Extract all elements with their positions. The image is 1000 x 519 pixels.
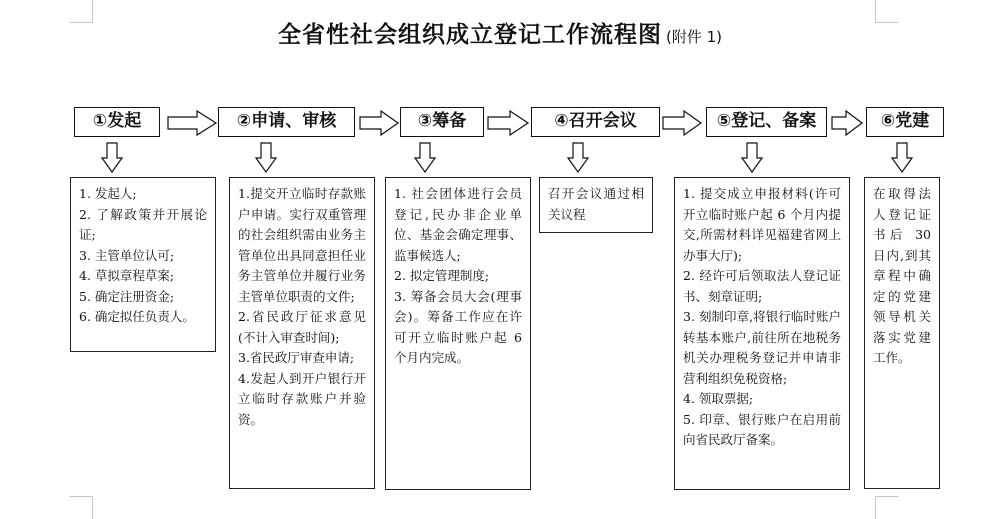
title-row xyxy=(0,16,1000,49)
detail-box-apply-review xyxy=(229,177,375,489)
right-arrow-icon xyxy=(663,111,701,135)
page-corner-mark xyxy=(875,496,898,519)
detail-line: 2. 经许可后领取法人登记证书、刻章证明; xyxy=(683,268,841,304)
detail-line: 2. 拟定管理制度; xyxy=(394,268,490,283)
detail-line: 2.省民政厅征求意见(不计入审查时间); xyxy=(238,309,366,345)
down-arrow-icon xyxy=(256,143,276,172)
detail-line: 3. 筹备会员大会(理事会)。筹备工作应在许可开立临时账户起 6 个月内完成。 xyxy=(394,288,522,365)
down-arrow-icon xyxy=(415,143,435,172)
detail-line: 5. 确定注册资金; xyxy=(79,288,175,304)
right-arrow-icon xyxy=(360,111,398,135)
detail-box-meeting xyxy=(539,177,653,233)
detail-box-initiate xyxy=(70,177,216,352)
detail-line: 1. 发起人; xyxy=(79,186,137,201)
detail-line: 2. 了解政策并开展论证; xyxy=(79,206,207,242)
detail-box-register xyxy=(674,177,850,490)
detail-line: 3.省民政厅审查申请; xyxy=(238,350,355,365)
down-arrow-icon xyxy=(568,143,588,172)
step-box-meeting: ④召开会议 xyxy=(531,107,660,137)
right-arrow-icon xyxy=(488,111,528,135)
down-arrow-icon xyxy=(892,143,912,172)
down-arrow-icon xyxy=(742,143,762,172)
detail-line: 在取得法人登记证书后 30 日内,到其章程中确定的党建领导机关落实党建工作。 xyxy=(873,186,931,365)
page-title: 全省性社会组织成立登记工作流程图 xyxy=(277,22,662,48)
detail-line: 召开会议通过相关议程 xyxy=(548,186,644,222)
detail-line: 1. 社会团体进行会员登记,民办非企业单位、基金会确定理事、监事候选人; xyxy=(394,186,522,263)
detail-line: 4.发起人到开户银行开立临时存款账户并验资。 xyxy=(238,370,366,427)
detail-line: 4. 草拟章程草案; xyxy=(79,268,175,283)
page-corner-mark xyxy=(70,496,93,519)
step-box-initiate: ①发起 xyxy=(74,107,160,137)
detail-line: 1. 提交成立申报材料(许可开立临时账户起 6 个月内提交,所需材料详见福建省网上办事大厅); xyxy=(683,186,841,263)
step-box-prepare: ③筹备 xyxy=(400,107,484,137)
down-arrow-icon xyxy=(102,143,122,172)
detail-line: 3. 主管单位认可; xyxy=(79,247,175,263)
detail-box-prepare xyxy=(385,177,531,490)
right-arrow-icon xyxy=(832,111,862,135)
detail-line: 4. 领取票据; xyxy=(683,391,754,406)
step-box-party: ⑥党建 xyxy=(866,107,944,137)
right-arrow-icon xyxy=(168,111,216,135)
step-box-register: ⑤登记、备案 xyxy=(706,107,827,137)
detail-line: 5. 印章、银行账户在启用前向省民政厅备案。 xyxy=(683,411,841,447)
step-box-apply-review: ②申请、审核 xyxy=(218,107,355,137)
detail-line: 3. 刻制印章,将银行临时账户转基本账户,前往所在地税务机关办理税务登记并申请非营利组织免税资格; xyxy=(683,309,841,386)
detail-line: 6. 确定拟任负责人。 xyxy=(79,309,195,324)
title-note: (附件 1) xyxy=(665,28,723,46)
detail-line: 1.提交开立临时存款账户申请。实行双重管理的社会组织需由业务主管单位出具同意担任业务主管单位并履行业务主管单位职责的文件; xyxy=(238,186,366,304)
detail-box-party xyxy=(864,177,940,489)
